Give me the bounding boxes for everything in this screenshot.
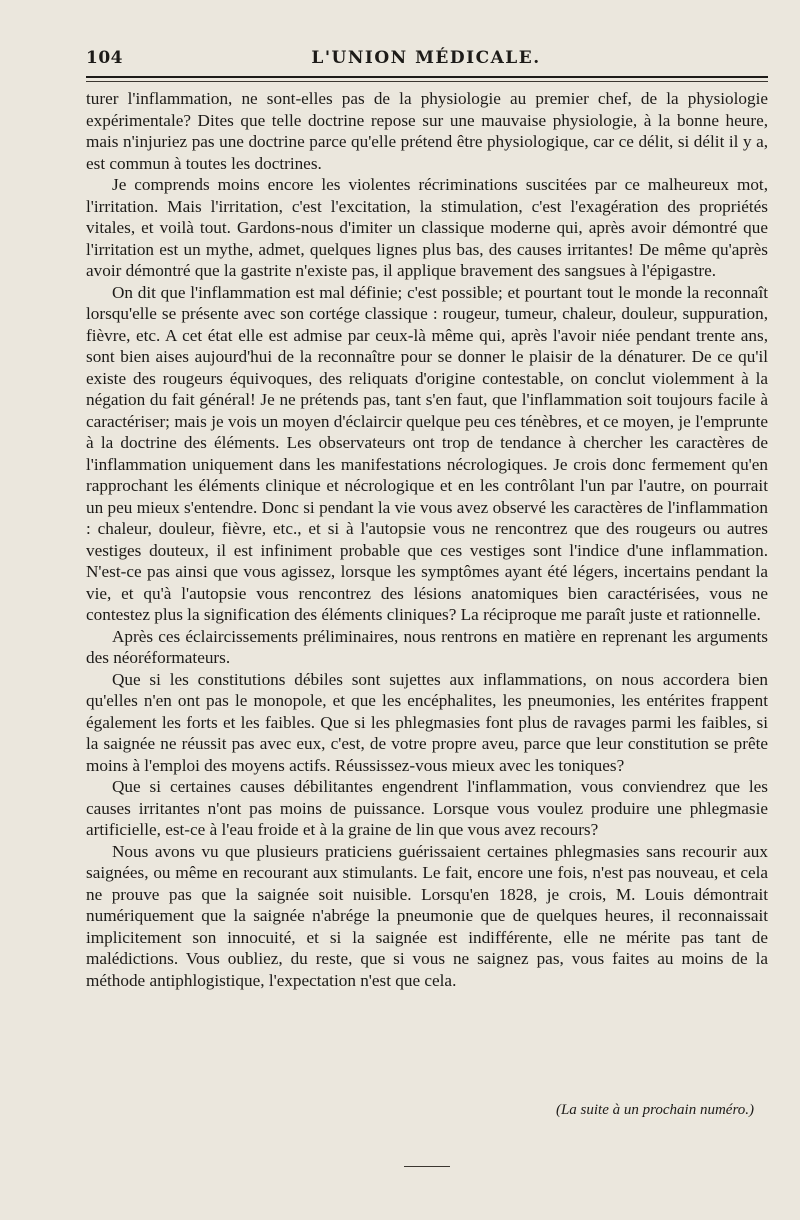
page-number: 104	[86, 48, 123, 68]
article-body	[86, 88, 768, 991]
paragraph-1: turer l'inflammation, ne sont-elles pas de la physiologie au premier chef, de la physiologie expérimentale? Dites que telle doctrine repose sur une mauvaise physiologie, à la bonne heure, mais n'injuriez pas une doctrine parce qu'elle prétend être physiologique, car ce délit, si délit il y a, est commun à toutes les doctrines.	[86, 89, 768, 173]
header-rule	[86, 76, 768, 78]
paragraph-2: Je comprends moins encore les violentes récriminations suscitées par ce malheureux mot, l'irritation. Mais l'irritation, c'est l'excitation, la stimulation, c'est l'exagération des propriétés vitales, et voilà tout. Gardons-nous d'imiter un classique moderne qui, après avoir démontré que l'irritation est un mythe, admet, quelques lignes plus bas, des causes irritantes! De même qu'après avoir démontré que la gastrite n'existe pas, il applique bravement des sangsues à l'épigastre.	[86, 175, 768, 280]
running-title: L'UNION MÉDICALE.	[311, 48, 541, 68]
paragraph-6: Que si certaines causes débilitantes engendrent l'inflammation, vous conviendrez que les causes irritantes n'ont pas moins de puissance. Lorsque vous voulez produire une phlegmasie artificielle, est-ce à l'eau froide et à la graine de lin que vous avez recours?	[86, 777, 768, 839]
footer-rule	[404, 1166, 450, 1167]
paragraph-3: On dit que l'inflammation est mal définie; c'est possible; et pourtant tout le monde la reconnaît lorsqu'elle se présente avec son cortége classique : rougeur, tumeur, chaleur, douleur, suppuration, fièvre, etc. A cet état elle est admise par ceux-là même qui, après l'avoir niée pendant trente ans, sont bien aises aujourd'hui de la reconnaître pour se donner le plaisir de la dénaturer. De ce qu'il existe des rougeurs équivoques, des reliquats d'origine contestable, on conclut violemment à la négation du fait général! Je ne prétends pas, tant s'en faut, que l'inflammation soit toujours facile à caractériser; mais je vois un moyen d'éclaircir quelque peu ces ténèbres, et ce moyen, je l'emprunte à la doctrine des éléments. Les observateurs ont trop de tendance à chercher les caractères de l'inflammation uniquement dans les manifestations nécrologiques. Je crois donc fermement qu'en rapprochant les éléments clinique et nécrologique et en les contrôlant l'un par l'autre, on pourrait un peu mieux s'entendre. Donc si pendant la vie vous avez observé les caractères de l'inflammation : chaleur, douleur, fièvre, etc., et si à l'autopsie vous ne rencontrez que des rougeurs ou autres vestiges douteux, il est infiniment probable que ces vestiges sont l'indice d'une inflammation. N'est-ce pas ainsi que vous agissez, lorsque les symptômes ayant été légers, incertains pendant la vie, et qu'à l'autopsie vous rencontrez des lésions anatomiques bien caractérisées, vous ne contestez plus la signification des éléments cliniques? La réciproque me paraît juste et rationnelle.	[86, 282, 768, 624]
header-rule-thin	[86, 81, 768, 82]
paragraph-7: Nous avons vu que plusieurs praticiens guérissaient certaines phlegmasies sans recourir aux saignées, ou même en recourant aux stimulants. Le fait, encore une fois, n'est pas nouveau, et cela ne prouve pas que la saignée soit nuisible. Lorsqu'en 1828, je crois, M. Louis démontrait numériquement que la saignée n'abrége la pneumonie que de quelques heures, il reconnaissait implicitement son innocuité, et si la saignée est indifférente, elle ne mérite pas tant de malédictions. Vous oubliez, du reste, que si vous ne saignez pas, vous faites au moins de la méthode antiphlogistique, l'expectation n'est que cela.	[86, 841, 768, 990]
paragraph-5: Que si les constitutions débiles sont sujettes aux inflammations, on nous accordera bien qu'elles n'en ont pas le monopole, et que les encéphalites, les pneumonies, les entérites frappent également les forts et les faibles. Que si les phlegmasies font plus de ravages parmi les faibles, si la saignée ne réussit pas avec eux, c'est, de votre propre aveu, parce que leur constitution se prête moins à l'emploi des moyens actifs. Réussissez-vous mieux avec les toniques?	[86, 669, 768, 775]
page-header	[86, 44, 766, 74]
continuation-note: (La suite à un prochain numéro.)	[555, 1102, 754, 1118]
paragraph-4: Après ces éclaircissements préliminaires, nous rentrons en matière en reprenant les arguments des néoréformateurs.	[86, 626, 768, 667]
